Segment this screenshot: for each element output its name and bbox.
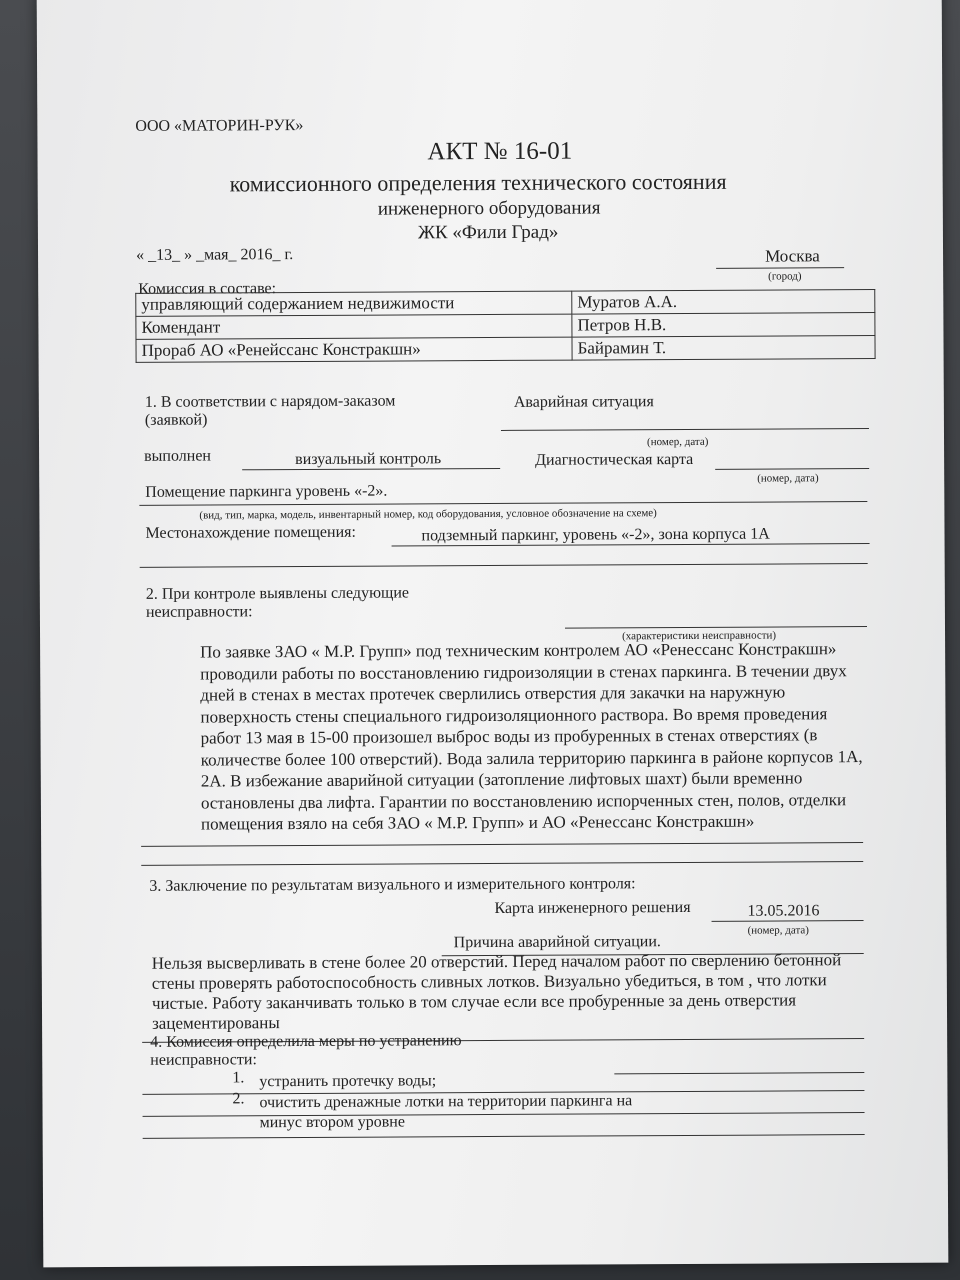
section-2-underline (565, 626, 867, 629)
document-page (37, 0, 949, 1267)
section-4-label-b: неисправности: (150, 1051, 257, 1069)
section-2-label-b: неисправности: (145, 603, 253, 621)
measure-number: 1. (232, 1069, 245, 1087)
cause-value: Причина аварийной ситуации. (453, 933, 661, 952)
section-4-label: 4. Комиссия определила меры по устранению (150, 1032, 462, 1051)
object-underline (139, 501, 867, 506)
location-value: подземный паркинг, уровень «-2», зона корпуса 1А (421, 525, 770, 545)
section-3-label: 3. Заключение по результатам визуального и измерительного контроля: (149, 875, 636, 895)
city-caption: (город) (768, 270, 802, 283)
diag-label: Диагностическая карта (535, 450, 694, 469)
diag-caption: (номер, дата) (757, 472, 819, 485)
order-underline (501, 428, 869, 431)
document-subtitle: комиссионного определения технического состояния (229, 168, 727, 197)
commission-role: Комендант (136, 314, 572, 339)
measure-underline-2 (143, 1112, 865, 1117)
done-label: выполнен (144, 447, 212, 465)
conclusion-text: Нельзя высверливать в стене более 20 отверстий. Перед началом работ по сверлению бетонной стены проверять работоспособность сливных лотков. Визуально убедиться, в том , что лотки чистые. Работу заканчивать только в том случае если все пробуренные за день отверстия зацементированы (151, 950, 842, 1033)
table-row (136, 335, 875, 362)
commission-member: Байрамин Т. (572, 335, 875, 360)
object-value: Помещение паркинга уровень «-2». (145, 482, 388, 501)
document-subtitle-2: инженерного оборудования (377, 197, 601, 220)
description-underline (141, 842, 863, 847)
done-underline (242, 468, 500, 470)
section-1-label: 1. В соответствии с нарядом-заказом (144, 392, 396, 411)
order-caption: (номер, дата) (647, 435, 709, 449)
commission-member: Муратов А.А. (572, 289, 875, 314)
document-title: АКТ № 16-01 (427, 137, 573, 166)
section-2-label: 2. При контроле выявлены следующие (145, 584, 410, 603)
commission-role: управляющий содержанием недвижимости (136, 291, 572, 316)
location-underline-2 (140, 563, 868, 568)
engineering-card-caption: (номер, дата) (747, 924, 809, 937)
diag-underline (715, 468, 869, 470)
description-underline-2 (141, 861, 863, 866)
act-date: « _13_ » _мая_ 2016_ г. (136, 246, 294, 264)
city-underline (716, 267, 844, 269)
done-value: визуальный контроль (295, 450, 442, 469)
commission-label: Комиссия в составе: (138, 280, 277, 298)
measure-number: 2. (232, 1090, 245, 1108)
engineering-card-label: Карта инженерного решения (494, 898, 691, 917)
measure-underline-3 (143, 1134, 865, 1139)
measure-text: устранить протечку воды; (259, 1072, 437, 1091)
engineering-card-value: 13.05.2016 (747, 902, 820, 920)
measure-text-continued: минус втором уровне (259, 1113, 405, 1132)
section-1-label-b: (заявкой) (144, 411, 208, 429)
commission-member: Петров Н.В. (572, 312, 875, 337)
commission-table (135, 289, 875, 363)
section-4-underline (614, 1072, 864, 1074)
section-2-caption: (характеристики неисправности) (622, 629, 777, 643)
organization-name: ООО «МАТОРИН-РУК» (135, 116, 304, 135)
location-label: Местонахождение помещения: (145, 523, 356, 542)
engineering-card-underline (712, 920, 864, 922)
commission-role: Прораб АО «Ренейссанс Констракшн» (136, 337, 572, 362)
malfunction-description: По заявке ЗАО « М.Р. Групп» под техническим контролем АО «Ренессанс Констракшн» проводили работы по восстановлению гидроизоляции в стенах паркинга. В течении двух дней в стенах в местах протечек сверлились отверстия для закачки на наружную поверхность стены специального гидроизоляционного раствора. Во время проведения работ 13 мая в 15-00 произошел выброс воды из пробуренных в стенах отверстиях (в количестве более 100 отверстий). Вода залила территорию паркинга в районе корпусов 1А, 2А. В избежание аварийной ситуации (затопление лифтовых шахт) были временно остановлены два лифта. Гарантии по восстановлению испорченных стен, полов, отделки помещения взяло на себя ЗАО « М.Р. Групп» и АО «Ренессанс Констракшн» (200, 639, 863, 834)
document-subtitle-3: ЖК «Фили Град» (417, 221, 559, 244)
measure-text: очистить дренажные лотки на территории паркинга на (259, 1092, 633, 1112)
object-caption: (вид, тип, марка, модель, инвентарный номер, код оборудования, условное обозначение на схеме) (199, 507, 657, 522)
city-value: Москва (765, 246, 820, 266)
order-value: Аварийная ситуация (513, 393, 654, 411)
